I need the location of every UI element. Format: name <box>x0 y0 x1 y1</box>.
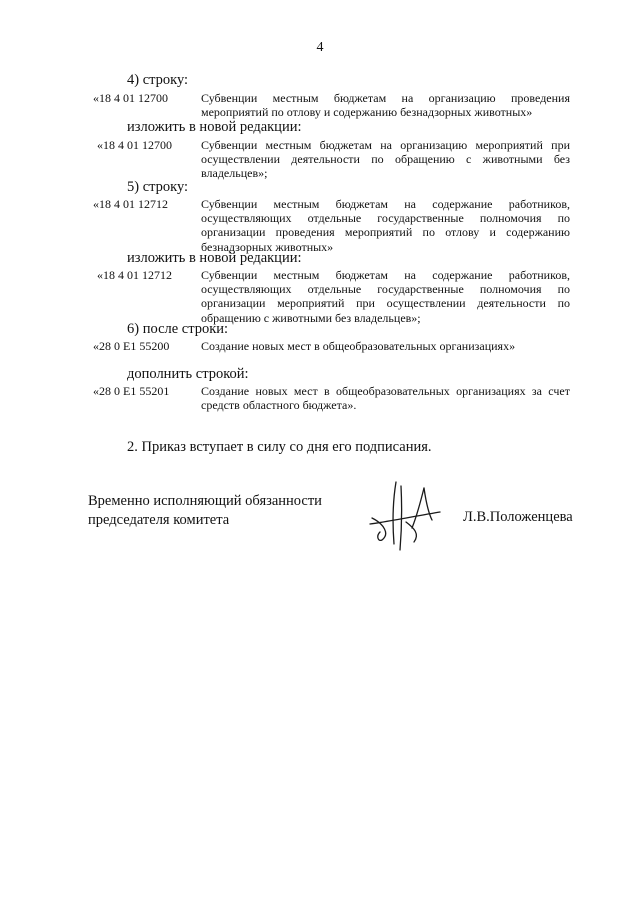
budget-description: Субвенции местным бюджетам на организацию мероприятий при осуществлении деятельности по обращению с животными без владельцев»; <box>201 138 570 181</box>
budget-code: «18 4 01 12712 <box>97 268 172 282</box>
budget-code: «18 4 01 12700 <box>97 138 172 152</box>
amendment-heading: 6) после строки: <box>127 321 229 337</box>
amendment-heading: дополнить строкой: <box>127 366 249 382</box>
amendment-heading: 5) строку: <box>127 179 189 195</box>
budget-description: Создание новых мест в общеобразовательных организациях» <box>201 339 516 353</box>
amendment-heading: 4) строку: <box>127 72 189 88</box>
budget-code: «18 4 01 12700 <box>93 91 168 105</box>
budget-description: Субвенции местным бюджетам на содержание работников, осуществляющих отдельные государственные полномочия по организации проведения мероприятий по отлову и содержанию безнадзорных животных» <box>201 197 570 254</box>
budget-code: «28 0 E1 55200 <box>93 339 170 353</box>
budget-description: Субвенции местным бюджетам на организацию проведения мероприятий по отлову и содержанию безнадзорных животных» <box>201 91 570 120</box>
signatory-name: Л.В.Положенцева <box>463 509 573 525</box>
signatory-title-line2: председателя комитета <box>88 512 230 528</box>
handwritten-signature <box>366 478 444 556</box>
signatory-title <box>88 492 322 530</box>
signatory-title-line1: Временно исполняющий обязанности <box>88 493 322 509</box>
amendment-heading: изложить в новой редакции: <box>127 250 302 266</box>
amendment-heading: изложить в новой редакции: <box>127 119 302 135</box>
budget-code: «28 0 E1 55201 <box>93 384 170 398</box>
order-effective-clause: 2. Приказ вступает в силу со дня его подписания. <box>127 439 432 455</box>
page-number: 4 <box>316 40 324 55</box>
budget-code: «18 4 01 12712 <box>93 197 168 211</box>
budget-description: Субвенции местным бюджетам на содержание работников, осуществляющих отдельные государственные полномочия по организации мероприятий при осуществлении деятельности по обращению с животными без владельцев»; <box>201 268 570 325</box>
budget-description: Создание новых мест в общеобразовательных организациях за счет средств областного бюджета». <box>201 384 570 413</box>
